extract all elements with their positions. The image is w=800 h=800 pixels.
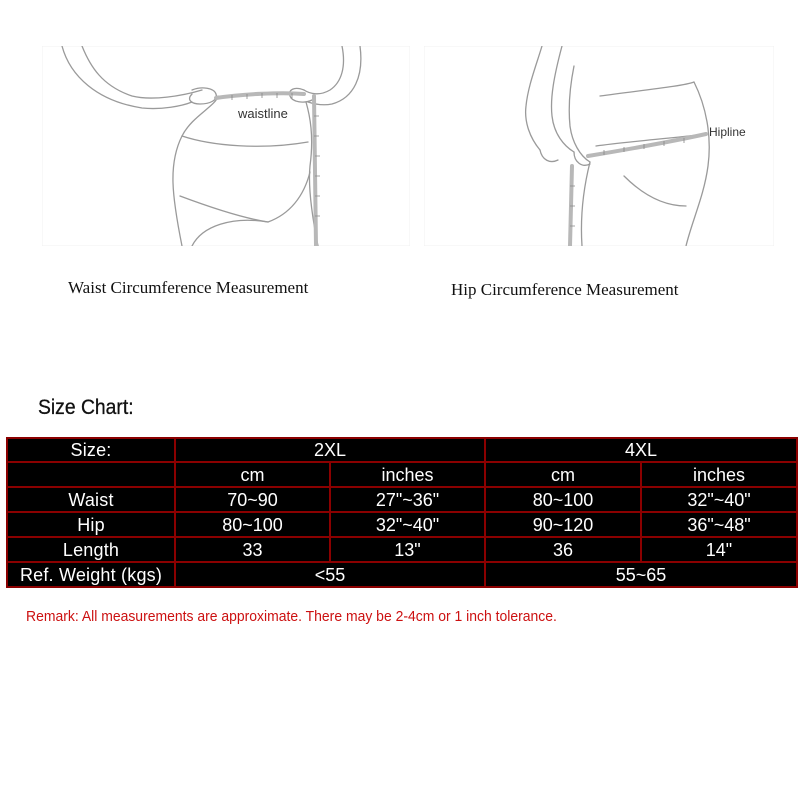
unit-header-row — [7, 462, 797, 487]
unit-empty-cell — [7, 462, 175, 487]
table-cell: 32"~40" — [330, 512, 485, 537]
hip-illustration — [424, 46, 774, 246]
unit-cell: inches — [641, 462, 797, 487]
hipline-label: Hipline — [709, 125, 746, 139]
waist-caption: Waist Circumference Measurement — [68, 278, 309, 297]
table-cell: 70~90 — [175, 487, 330, 512]
length-row — [7, 537, 797, 562]
table-cell: 90~120 — [485, 512, 641, 537]
table-cell: 80~100 — [485, 487, 641, 512]
size-label-cell: Size: — [7, 438, 175, 462]
table-cell: 36"~48" — [641, 512, 797, 537]
unit-cell: inches — [330, 462, 485, 487]
row-label: Waist — [7, 487, 175, 512]
waistline-label: waistline — [238, 106, 288, 121]
unit-cell: cm — [485, 462, 641, 487]
waist-row — [7, 487, 797, 512]
size-header-row — [7, 438, 797, 462]
row-label: Length — [7, 537, 175, 562]
remark-text: Remark: All measurements are approximate. There may be 2-4cm or 1 inch tolerance. — [26, 608, 557, 625]
table-cell: 13" — [330, 537, 485, 562]
table-cell: 33 — [175, 537, 330, 562]
table-cell: 80~100 — [175, 512, 330, 537]
waist-figure-drawing — [42, 46, 410, 246]
hip-row — [7, 512, 797, 537]
table-cell: 14" — [641, 537, 797, 562]
hip-figure-drawing — [424, 46, 774, 246]
table-cell: 27"~36" — [330, 487, 485, 512]
unit-cell: cm — [175, 462, 330, 487]
weight-4xl-cell: 55~65 — [485, 562, 797, 587]
hip-caption: Hip Circumference Measurement — [451, 280, 679, 299]
size-chart-table — [6, 437, 798, 588]
table-cell: 36 — [485, 537, 641, 562]
row-label: Hip — [7, 512, 175, 537]
size-4xl-header: 4XL — [485, 438, 797, 462]
weight-2xl-cell: <55 — [175, 562, 485, 587]
table-cell: 32"~40" — [641, 487, 797, 512]
size-2xl-header: 2XL — [175, 438, 485, 462]
weight-row — [7, 562, 797, 587]
waist-illustration — [42, 46, 410, 246]
size-chart-heading: Size Chart: — [38, 396, 134, 419]
weight-label: Ref. Weight (kgs) — [7, 562, 175, 587]
